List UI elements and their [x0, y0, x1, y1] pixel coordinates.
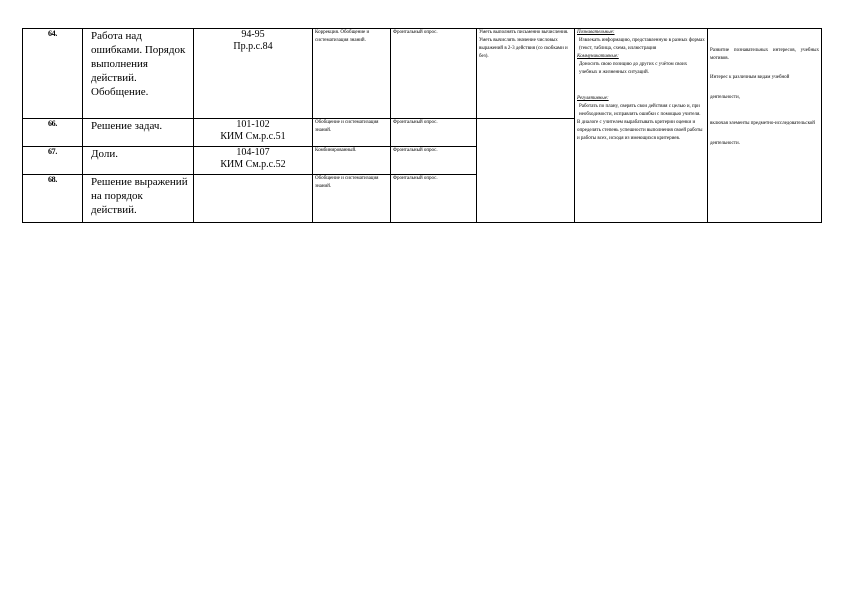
regulative-heading: Регулятивные:: [577, 96, 609, 101]
personal-line-1: Развитие познавательных интересов, учебных мотивов.: [710, 48, 819, 61]
lesson-type: Обобщение и систематизация знаний.: [313, 175, 391, 223]
communicative-heading: Коммуникативные:: [577, 54, 619, 59]
pages-range: 101-102: [236, 119, 270, 130]
personal-line-2: Интерес к различным видам учебной деятельности,: [710, 75, 790, 100]
control-form: Фронтальный опрос.: [391, 119, 477, 147]
subject-results: Уметь выполнять письменно вычисления. Уметь вычислять значение числовых выражений в 2-3 действия (со скобками и без).: [477, 29, 575, 119]
uud-cell: [575, 29, 708, 223]
lesson-number: 67.: [23, 147, 83, 175]
regulative-text-2: В диалоге с учителем вырабатывать критерии оценки и определять степень успешности выполнения своей работы и работы всех, исходя из имеющихся критериев.: [577, 120, 703, 141]
lesson-number: 64.: [23, 29, 83, 119]
pages-range: 104-107: [236, 147, 270, 158]
control-form: Фронтальный опрос.: [391, 147, 477, 175]
lesson-type: Коррекция. Обобщение и систематизация знаний.: [313, 29, 391, 119]
cognitive-text: Извлекать информацию, представленную в разных формах (текст, таблица, схема, иллюстрация: [579, 38, 705, 51]
pages-range: 94-95: [241, 29, 265, 40]
control-form: Фронтальный опрос.: [391, 29, 477, 119]
pages-reference: Пр.р.с.84: [233, 41, 273, 52]
lesson-topic: Работа над ошибками. Порядок выполнения действий. Обобщение.: [83, 29, 194, 119]
lesson-pages: [194, 175, 313, 223]
lesson-pages: [194, 29, 313, 119]
regulative-text-1: Работать по плану, сверять свои действия с целью и, при необходимости, исправлять ошибки с помощью учителя.: [579, 104, 701, 117]
pages-reference: КИМ См.р.с.51: [220, 131, 286, 142]
lesson-topic: Решение выражений на порядок действий.: [83, 175, 194, 223]
lesson-type: Комбинированный.: [313, 147, 391, 175]
lesson-type: Обобщение и систематизация знаний.: [313, 119, 391, 147]
personal-line-3: включая элементы предметно-исследовательской деятельности.: [710, 121, 815, 146]
lesson-pages: [194, 147, 313, 175]
pages-reference: КИМ См.р.с.52: [220, 159, 286, 170]
lesson-topic: Доли.: [83, 147, 194, 175]
subject-results-empty: [477, 119, 575, 223]
lesson-plan-table: [22, 28, 822, 223]
communicative-text: Доносить свою позицию до других с учётом своих учебных и жизненных ситуаций.: [579, 62, 688, 75]
personal-results-cell: [708, 29, 822, 223]
control-form: Фронтальный опрос.: [391, 175, 477, 223]
lesson-topic: Решение задач.: [83, 119, 194, 147]
lesson-number: 66.: [23, 119, 83, 147]
cognitive-heading: Познавательные:: [577, 30, 615, 35]
lesson-pages: [194, 119, 313, 147]
table-row: [23, 29, 822, 119]
lesson-number: 68.: [23, 175, 83, 223]
